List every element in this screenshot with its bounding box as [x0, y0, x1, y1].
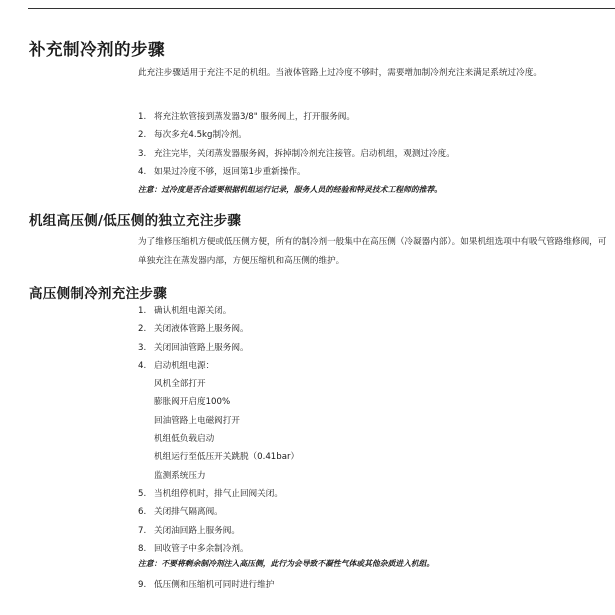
sub-item: 风机全部打开: [154, 379, 206, 390]
sub-item: 回油管路上电磁阀打开: [154, 415, 240, 426]
sub-item: 机组低负载启动: [154, 434, 215, 445]
section-title-independent-charge: 机组高压侧/低压侧的独立充注步骤: [29, 213, 242, 229]
list-item: 5. 当机组停机时，排气止回阀关闭。: [138, 488, 283, 499]
independent-charge-paragraph: 为了维修压缩机方便或低压侧方便，所有的制冷剂一般集中在高压侧（冷凝器内部）。如果机组选项中有吸气管路维修阀，可单独充注在蒸发器内部，方便压缩机和高压侧的维护。: [138, 237, 607, 266]
list-item: 4. 启动机组电源：: [138, 360, 215, 371]
list-item: 2. 关闭液体管路上服务阀。: [138, 324, 249, 335]
sub-item: 监测系统压力: [154, 470, 206, 481]
list-item: 2. 每次多充4.5kg制冷剂。: [138, 130, 247, 141]
list-item: 3. 关闭回油管路上服务阀。: [138, 342, 249, 353]
high-side-step-list-end: [138, 576, 608, 594]
list-item: 7. 关闭油回路上服务阀。: [138, 525, 240, 536]
intro-paragraph: 此充注步骤适用于充注不足的机组。当液体管路上过冷度不够时，需要增加制冷剂充注来满足系统过冷度。: [138, 68, 542, 78]
section-title-charge-steps: 补充制冷剂的步骤: [29, 40, 165, 59]
list-item: 1. 将充注软管接到蒸发器3/8" 服务阀上，打开服务阀。: [138, 112, 355, 122]
high-side-step-list: [138, 302, 608, 558]
list-item: 1. 确认机组电源关闭。: [138, 306, 232, 316]
note-noncondensable: 注意：不要将剩余制冷剂注入高压侧，此行为会导致不凝性气体或其他杂质进入机组。: [138, 559, 435, 568]
list-item: 4. 如果过冷度不够，返回第1步重新操作。: [138, 166, 306, 177]
note-subcooling: 注意：过冷度是否合适要根据机组运行记录，服务人员的经验和特灵技术工程师的推荐。: [138, 185, 443, 194]
sub-item: 机组运行至低压开关跳脱（0.41bar）: [154, 452, 300, 463]
top-divider: [28, 8, 615, 9]
list-item: 3. 充注完毕，关闭蒸发器服务阀，拆掉制冷剂充注接管。启动机组，观测过冷度。: [138, 148, 455, 159]
sub-item: 膨胀阀开启度100%: [154, 397, 231, 408]
section-title-high-side: 高压侧制冷剂充注步骤: [29, 286, 167, 302]
list-item: 6. 关闭排气隔离阀。: [138, 507, 223, 518]
list-item: 8. 回收管子中多余制冷剂。: [138, 543, 249, 554]
list-item: 9. 低压侧和压缩机可同时进行维护: [138, 580, 275, 590]
charge-step-list: [138, 108, 608, 181]
